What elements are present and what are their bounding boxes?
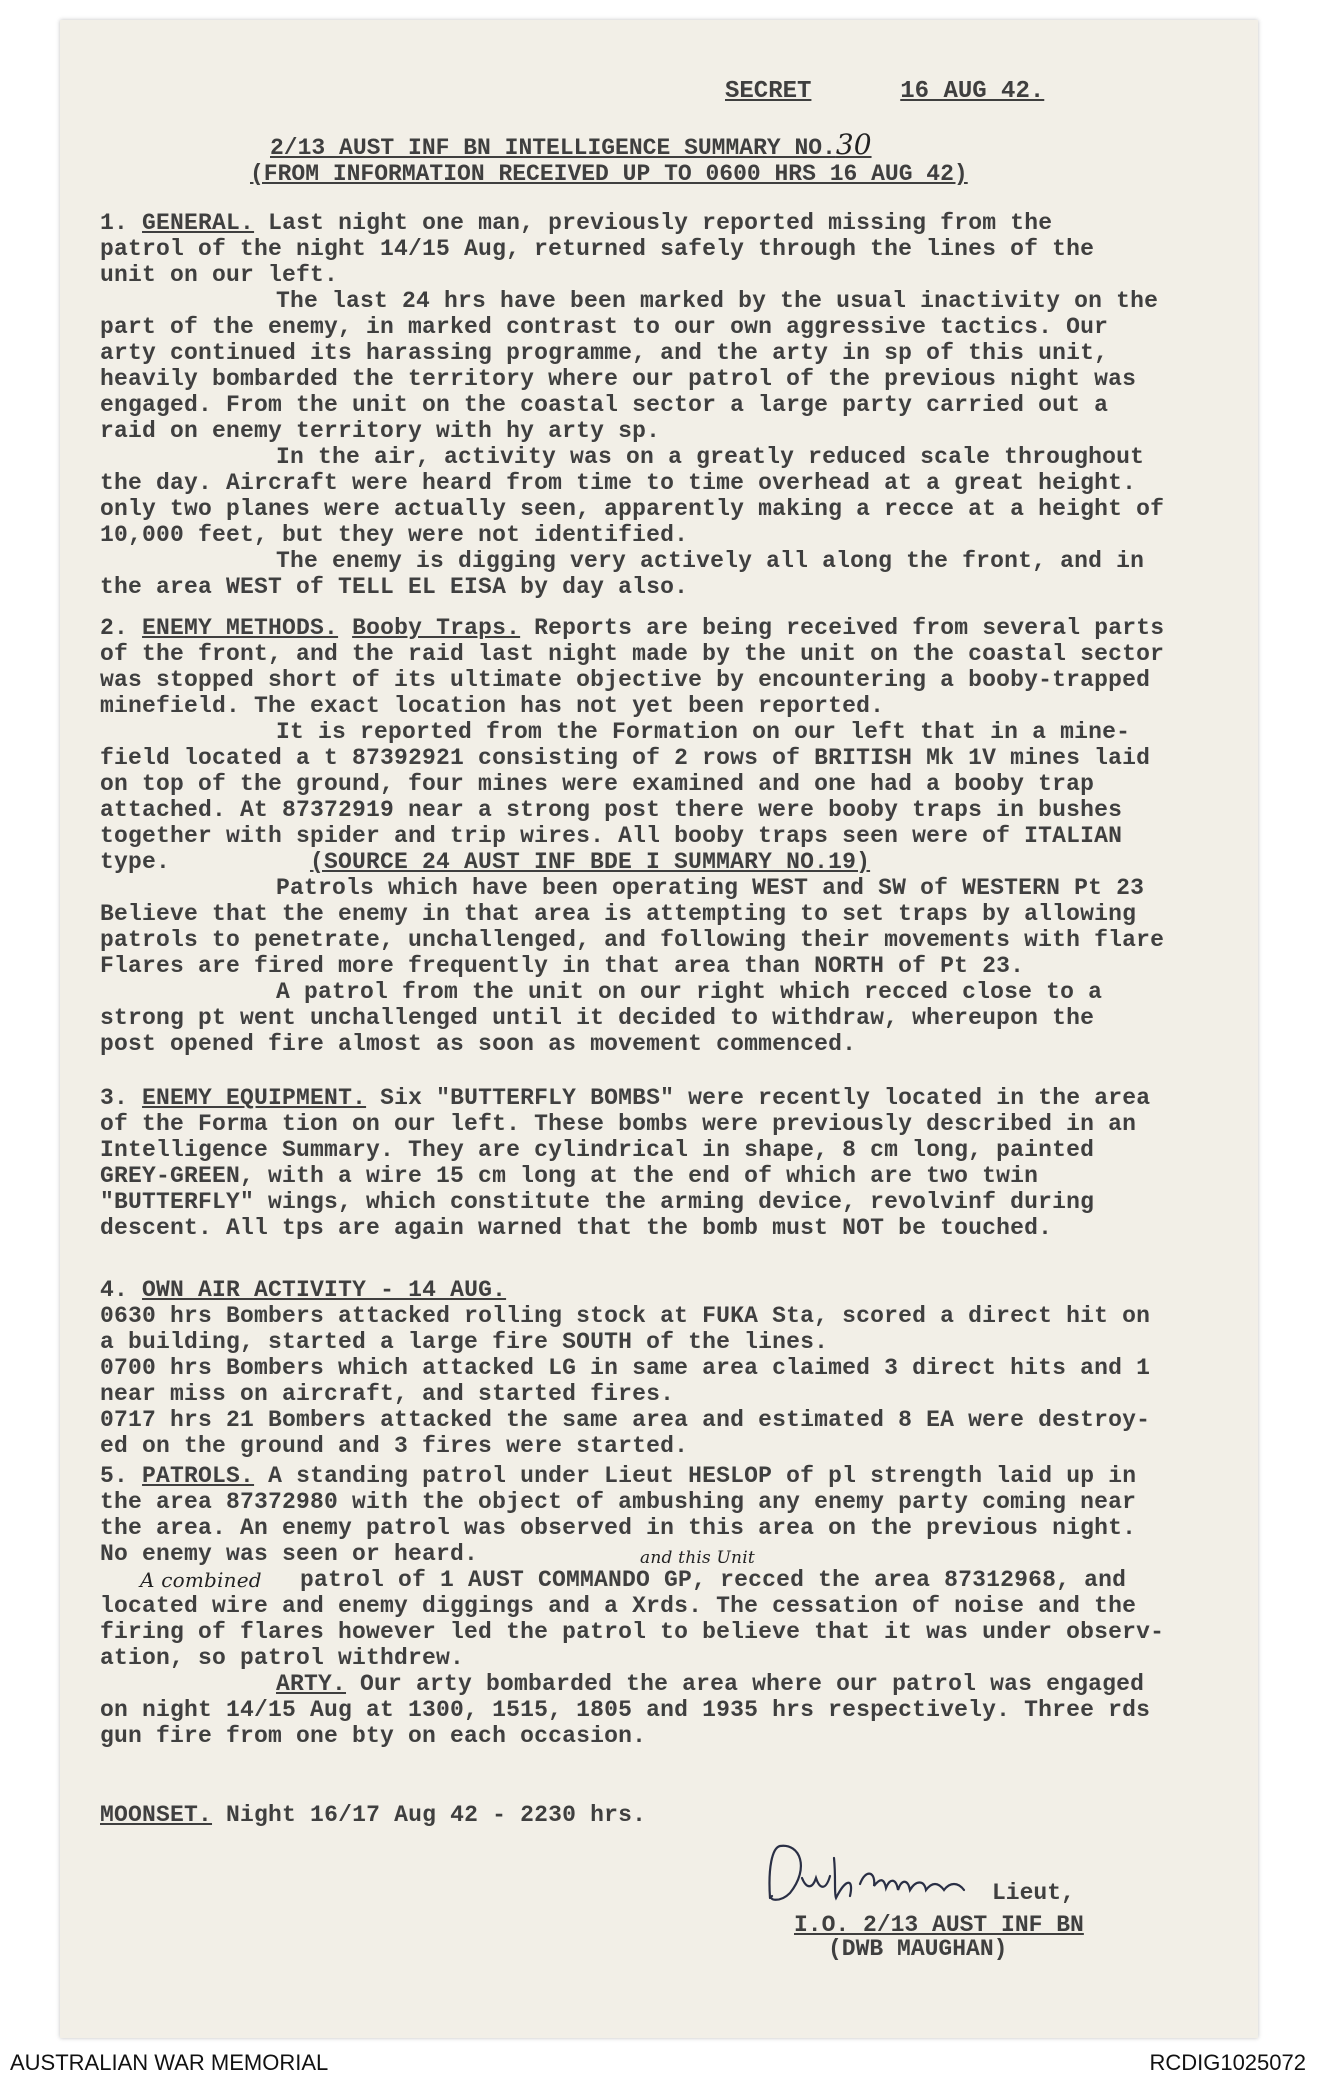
section-number: 4.	[100, 1277, 129, 1303]
air-entry: 0630 hrs Bombers attacked rolling stock at FUKA Sta, scored a direct hit on a building, started a large fire SOUTH of the lines.	[100, 1303, 1151, 1355]
footer-bar	[0, 2046, 1318, 2076]
air-entry: 0717 hrs 21 Bombers attacked the same area and estimated 8 EA were destroy- ed on the ground and 3 fires were started.	[100, 1407, 1151, 1459]
patrols-p2-rest: located wire and enemy diggings and a Xrds. The cessation of noise and the firing of flares however led the patrol to believe that it was under observ- ation, so patrol withdrew.	[100, 1593, 1165, 1671]
signature-name: (DWB MAUGHAN)	[828, 1936, 1008, 1962]
summary-title	[250, 128, 968, 187]
signature-role: I.O. 2/13 AUST INF BN	[794, 1912, 1084, 1938]
arty-heading: ARTY.	[276, 1671, 347, 1697]
general-p3: In the air, activity was on a greatly reduced scale throughout the day. Aircraft were heard from time to time overhead at a great height. only two planes were actually seen, apparently making a recce at a height of 10,000 feet, but they were not identified.	[100, 444, 1165, 548]
general-p1: Last night one man, previously reported missing from the patrol of the night 14/15 Aug, returned safely through the lines of the unit on our left.	[100, 210, 1095, 288]
general-p2: The last 24 hrs have been marked by the usual inactivity on the part of the enemy, in marked contrast to our own aggressive tactics. Our arty continued its harassing programme, and the arty in sp of this unit, heavily bombarded the territory where our patrol of the previous night was engaged. From the unit on the coastal sector a large party carried out a raid on enemy territory with hy arty sp.	[100, 288, 1159, 444]
section-heading: GENERAL.	[142, 210, 255, 236]
section-patrols	[100, 1463, 1240, 1749]
section-air-activity	[100, 1277, 1240, 1459]
section-number: 1.	[100, 210, 129, 236]
title-number: 30	[835, 128, 872, 161]
moonset-line	[100, 1802, 1240, 1828]
moonset-heading: MOONSET.	[100, 1802, 213, 1828]
footer-id: RCDIG1025072	[1149, 2050, 1306, 2075]
patrols-p2-line1: patrol of 1 AUST COMMANDO GP, recced the area 87312968, and	[300, 1567, 1127, 1593]
arty-text: Our arty bombarded the area where our patrol was engaged on night 14/15 Aug at 1300, 1515, 1805 and 1935 hrs respectively. Three rds gun fire from one bty on each occasion.	[100, 1671, 1151, 1749]
section-heading: OWN AIR ACTIVITY - 14 AUG.	[142, 1277, 507, 1303]
moonset-text: Night 16/17 Aug 42 - 2230 hrs.	[226, 1802, 647, 1828]
methods-p3: Patrols which have been operating WEST and SW of WESTERN Pt 23 Believe that the enemy in that area is attempting to set traps by allowing patrols to penetrate, unchallenged, and following their movements with flare Flares are fired more frequently in that area than NORTH of Pt 23.	[100, 875, 1165, 979]
header-secret	[725, 78, 1044, 105]
air-entry: 0700 hrs Bombers which attacked LG in same area claimed 3 direct hits and 1 near miss on aircraft, and started fires.	[100, 1355, 1151, 1407]
handwritten-insert-unit: and this Unit	[640, 1548, 755, 1568]
footer-source: AUSTRALIAN WAR MEMORIAL	[10, 2050, 329, 2075]
equipment-p1: Six "BUTTERFLY BOMBS" were recently located in the area of the Forma tion on our left. These bombs were previously described in an Intelligence Summary. They are cylindrical in shape, 8 cm long, painted GREY-GREEN, with a wire 15 cm long at the end of which are two twin "BUTTERFLY" wings, which constitute the arming device, revolvinf during descent. All tps are again warned that the bomb must NOT be touched.	[100, 1085, 1151, 1241]
methods-p1: Reports are being received from several parts of the front, and the raid last night made by the unit on the coastal sector was stopped short of its ultimate objective by encountering a booby-trapped minefield. The exact location has not yet been reported.	[100, 615, 1165, 719]
methods-p4: A patrol from the unit on our right which recced close to a strong pt went unchallenged until it decided to withdraw, whereupon the post opened fire almost as soon as movement commenced.	[100, 979, 1103, 1057]
section-enemy-equipment	[100, 1085, 1240, 1241]
section-enemy-methods	[100, 615, 1240, 1057]
section-heading: ENEMY METHODS.	[142, 615, 339, 641]
title-line2: (FROM INFORMATION RECEIVED UP TO 0600 HRS 16 AUG 42)	[250, 161, 968, 187]
source-note: (SOURCE 24 AUST INF BDE I SUMMARY NO.19)	[310, 849, 871, 875]
header-date: 16 AUG 42.	[900, 78, 1045, 105]
methods-p2: It is reported from the Formation on our left that in a mine- field located a t 87392921 consisting of 2 rows of BRITISH Mk 1V mines laid on top of the ground, four mines were examined and one had a booby trap attached. At 87372919 near a strong post there were booby traps in bushes together with spider and trip wires. All booby traps seen were of ITALIAN type.	[100, 719, 1151, 875]
section-general	[100, 210, 1240, 600]
title-line1: 2/13 AUST INF BN INTELLIGENCE SUMMARY NO.	[270, 135, 836, 161]
secret-label: SECRET	[725, 78, 812, 105]
patrols-p2-first-line	[100, 1548, 1240, 1593]
handwritten-insert-combined: A combined	[140, 1568, 262, 1592]
section-heading: ENEMY EQUIPMENT.	[142, 1085, 367, 1111]
signature-block	[750, 1838, 1250, 1968]
general-p4: The enemy is digging very actively all along the front, and in the area WEST of TELL EL EISA by day also.	[100, 548, 1145, 600]
handwritten-signature	[750, 1838, 990, 1918]
signature-rank: Lieut,	[992, 1880, 1075, 1906]
document-sheet	[60, 20, 1258, 2038]
section-number: 3.	[100, 1085, 129, 1111]
section-heading: PATROLS.	[142, 1463, 255, 1489]
section-number: 5.	[100, 1463, 129, 1489]
subheading: Booby Traps.	[352, 615, 521, 641]
section-number: 2.	[100, 615, 129, 641]
patrols-p1: A standing patrol under Lieut HESLOP of pl strength laid up in the area 87372980 with the object of ambushing any enemy party coming near the area. An enemy patrol was observed in this area on the previous night. No enemy was seen or heard.	[100, 1463, 1137, 1567]
